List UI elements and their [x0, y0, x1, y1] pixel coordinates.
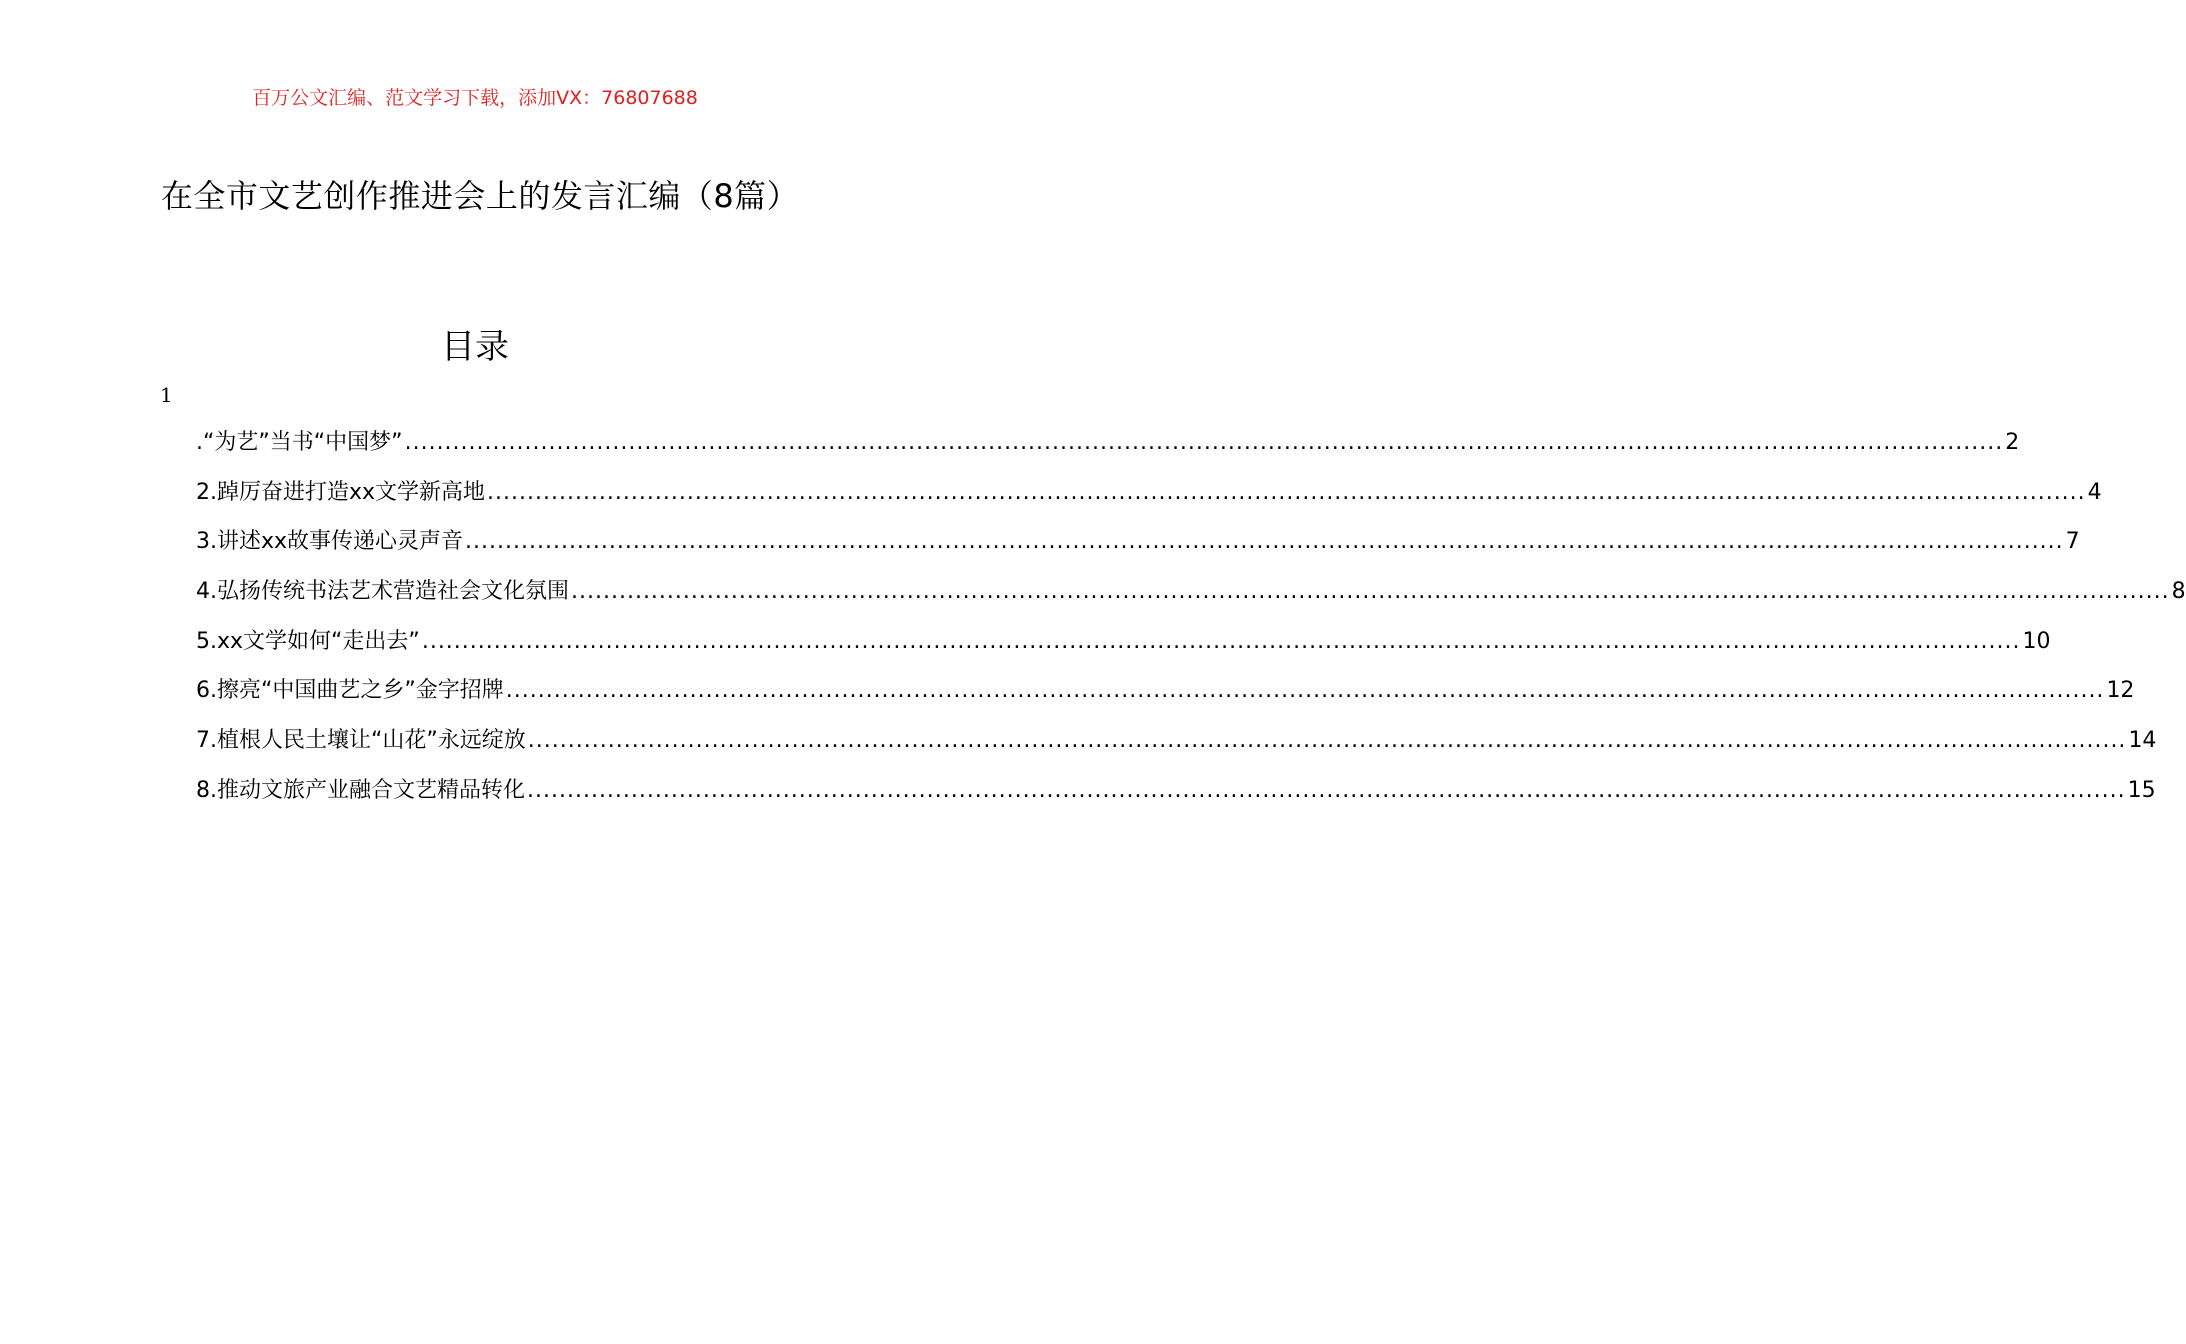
- toc-entry-title: 8.推动文旅产业融合文艺精品转化: [196, 777, 525, 803]
- toc-entry-title: 4.弘扬传统书法艺术营造社会文化氛围: [196, 579, 569, 605]
- toc-entry[interactable]: [196, 522, 2080, 572]
- toc-leader-dots: ........................................................................................................................................................................................................: [571, 579, 2170, 605]
- stray-number: 1: [160, 383, 173, 407]
- toc-leader-dots: ........................................................................................................................................................................................................: [505, 678, 2105, 704]
- toc-entry-page: 14: [2128, 728, 2157, 754]
- document-title: 在全市文艺创作推进会上的发言汇编（8篇）: [160, 177, 800, 215]
- toc-entry-page: 7: [2065, 529, 2080, 555]
- toc-leader-dots: ........................................................................................................................................................................................................: [421, 628, 2021, 654]
- toc-entry-page: 8: [2171, 579, 2186, 605]
- toc-leader-dots: ........................................................................................................................................................................................................: [527, 777, 2126, 803]
- toc-leader-dots: ........................................................................................................................................................................................................: [487, 479, 2086, 505]
- toc-entry[interactable]: [196, 721, 2157, 771]
- toc-entry-page: 4: [2087, 479, 2102, 505]
- toc-entry-title: .“为艺”当书“中国梦”: [196, 430, 403, 455]
- toc-entry[interactable]: [196, 423, 2020, 473]
- toc-entry-title: 7.植根人民土壤让“山花”永远绽放: [196, 728, 526, 754]
- toc-entry-title: 6.擦亮“中国曲艺之乡”金字招牌: [196, 678, 504, 704]
- toc-entry-title: 5.xx文学如何“走出去”: [196, 628, 420, 654]
- toc-entry-page: 10: [2022, 628, 2051, 654]
- toc-entry[interactable]: [196, 572, 2186, 622]
- toc-entry[interactable]: [196, 622, 2051, 672]
- table-of-contents: [196, 423, 2186, 821]
- toc-entry-page: 12: [2106, 678, 2135, 704]
- toc-entry-title: 3.讲述xx故事传递心灵声音: [196, 529, 464, 555]
- toc-entry-title: 2.踔厉奋进打造xx文学新高地: [196, 479, 486, 505]
- toc-leader-dots: ........................................................................................................................................................................................................: [404, 430, 2004, 455]
- toc-leader-dots: ........................................................................................................................................................................................................: [527, 728, 2127, 754]
- toc-leader-dots: ........................................................................................................................................................................................................: [465, 529, 2064, 555]
- toc-entry[interactable]: [196, 473, 2102, 523]
- toc-entry-page: 15: [2127, 777, 2156, 803]
- download-banner: 百万公文汇编、范文学习下载，添加VX：76807688: [252, 87, 698, 109]
- toc-entry[interactable]: [196, 771, 2156, 821]
- toc-entry[interactable]: [196, 671, 2135, 721]
- toc-heading: 目录: [441, 327, 509, 367]
- toc-entry-page: 2: [2005, 430, 2020, 455]
